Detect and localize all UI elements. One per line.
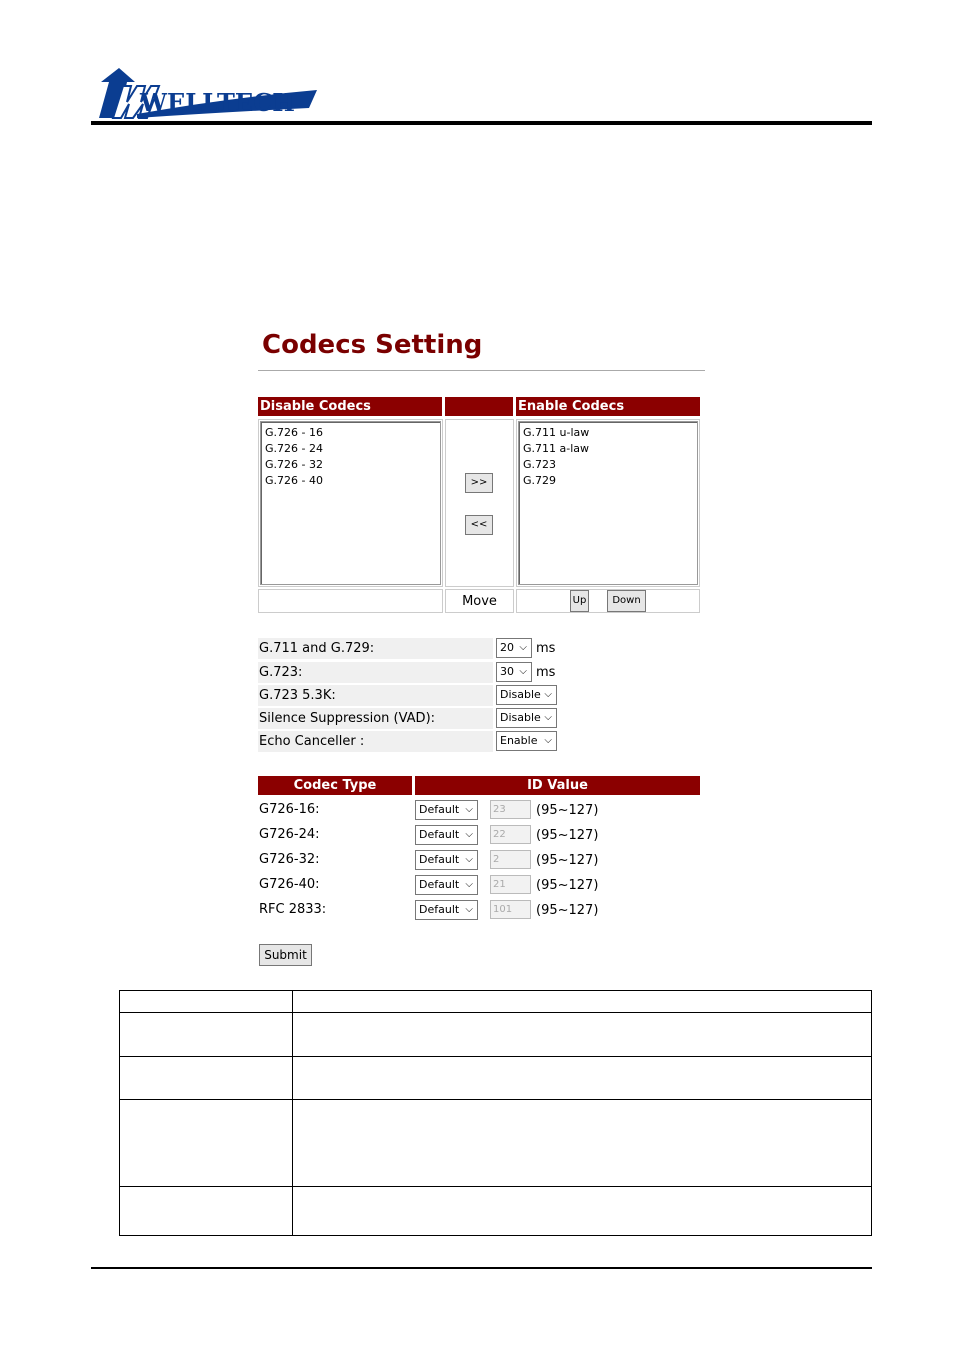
header-rule	[91, 121, 872, 125]
chevron-down-icon: ⌵	[465, 804, 473, 815]
codec-id-mode-select[interactable]	[415, 875, 478, 895]
brand-name: WELLTECH	[140, 88, 295, 117]
codec-id-input[interactable]: 22	[490, 825, 531, 844]
table-header-cell	[119, 990, 293, 1013]
echo-canceller-select[interactable]	[496, 731, 557, 751]
table-cell	[119, 1186, 293, 1236]
table-cell	[292, 1186, 872, 1236]
chevron-down-icon: ⌵	[544, 689, 552, 700]
move-label: Move	[445, 589, 514, 613]
table-cell	[292, 1056, 872, 1100]
vad-label: Silence Suppression (VAD):	[258, 708, 493, 729]
g723-unit: ms	[536, 665, 556, 680]
codec-id-input[interactable]: 2	[490, 850, 531, 869]
chevron-down-icon: ⌵	[465, 829, 473, 840]
enabled-codec-option[interactable]: G.723	[523, 458, 557, 471]
codec-id-label: RFC 2833:	[259, 902, 327, 917]
disabled-codec-option[interactable]: G.726 - 24	[265, 442, 323, 455]
move-row-left-cell	[258, 589, 443, 613]
move-column-header	[445, 397, 513, 417]
g711-g729-label: G.711 and G.729:	[258, 638, 493, 659]
vad-select[interactable]	[496, 708, 557, 728]
codec-id-label: G726-24:	[259, 827, 320, 842]
table-cell	[292, 1099, 872, 1187]
codec-id-input[interactable]: 21	[490, 875, 531, 894]
title-divider	[258, 370, 705, 371]
codec-id-mode-value: Default	[419, 828, 460, 841]
codec-id-mode-value: Default	[419, 903, 460, 916]
move-down-button[interactable]: Down	[607, 590, 646, 612]
table-cell	[119, 1099, 293, 1187]
codec-id-mode-value: Default	[419, 803, 460, 816]
g711-g729-packet-select[interactable]	[496, 638, 532, 658]
codec-id-label: G726-16:	[259, 802, 320, 817]
chevron-down-icon: ⌵	[465, 879, 473, 890]
g723-53k-label: G.723 5.3K:	[258, 685, 493, 706]
echo-canceller-label: Echo Canceller :	[258, 731, 493, 752]
move-left-button[interactable]: <<	[465, 515, 493, 535]
chevron-down-icon: ⌵	[465, 854, 473, 865]
g723-label: G.723:	[258, 662, 493, 683]
g723-value: 30	[500, 665, 514, 678]
submit-button[interactable]: Submit	[259, 944, 312, 966]
enabled-codec-option[interactable]: G.711 a-law	[523, 442, 590, 455]
enabled-codecs-list[interactable]	[518, 421, 698, 585]
g711-g729-value: 20	[500, 641, 514, 654]
codec-id-mode-select[interactable]	[415, 850, 478, 870]
enabled-codec-option[interactable]: G.729	[523, 474, 557, 487]
codec-id-label: G726-32:	[259, 852, 320, 867]
codec-id-mode-value: Default	[419, 878, 460, 891]
g711-g729-unit: ms	[536, 641, 556, 656]
id-value-header: ID Value	[415, 776, 700, 796]
disabled-codec-option[interactable]: G.726 - 32	[265, 458, 323, 471]
chevron-down-icon: ⌵	[519, 642, 527, 653]
chevron-down-icon: ⌵	[544, 712, 552, 723]
move-right-button[interactable]: >>	[465, 473, 493, 493]
disabled-codec-option[interactable]: G.726 - 16	[265, 426, 323, 439]
enabled-codec-option[interactable]: G.711 u-law	[523, 426, 590, 439]
codec-type-header: Codec Type	[258, 776, 412, 796]
page-title: Codecs Setting	[262, 330, 483, 360]
enable-codecs-header: Enable Codecs	[516, 397, 700, 417]
codec-id-mode-select[interactable]	[415, 900, 478, 920]
g723-packet-select[interactable]	[496, 662, 532, 682]
disabled-codecs-list[interactable]	[260, 421, 441, 585]
codec-id-range: (95~127)	[536, 878, 599, 893]
codec-id-range: (95~127)	[536, 853, 599, 868]
table-cell	[292, 1012, 872, 1057]
g723-53k-value: Disable	[500, 688, 541, 701]
table-header-cell	[292, 990, 872, 1013]
footer-rule	[91, 1267, 872, 1269]
chevron-down-icon: ⌵	[544, 735, 552, 746]
codec-id-label: G726-40:	[259, 877, 320, 892]
table-cell	[119, 1012, 293, 1057]
move-up-button[interactable]: Up	[570, 590, 589, 612]
move-buttons-frame	[445, 419, 514, 587]
codec-id-mode-value: Default	[419, 853, 460, 866]
codec-id-range: (95~127)	[536, 828, 599, 843]
codec-id-mode-select[interactable]	[415, 800, 478, 820]
codec-id-mode-select[interactable]	[415, 825, 478, 845]
table-cell	[119, 1056, 293, 1100]
echo-canceller-value: Enable	[500, 734, 538, 747]
codec-id-input[interactable]: 23	[490, 800, 531, 819]
chevron-down-icon: ⌵	[465, 904, 473, 915]
codec-id-range: (95~127)	[536, 903, 599, 918]
vad-value: Disable	[500, 711, 541, 724]
disable-codecs-header: Disable Codecs	[258, 397, 442, 417]
codec-id-input[interactable]: 101	[490, 900, 531, 919]
codec-id-range: (95~127)	[536, 803, 599, 818]
g723-53k-select[interactable]	[496, 685, 557, 705]
disabled-codec-option[interactable]: G.726 - 40	[265, 474, 323, 487]
chevron-down-icon: ⌵	[519, 666, 527, 677]
